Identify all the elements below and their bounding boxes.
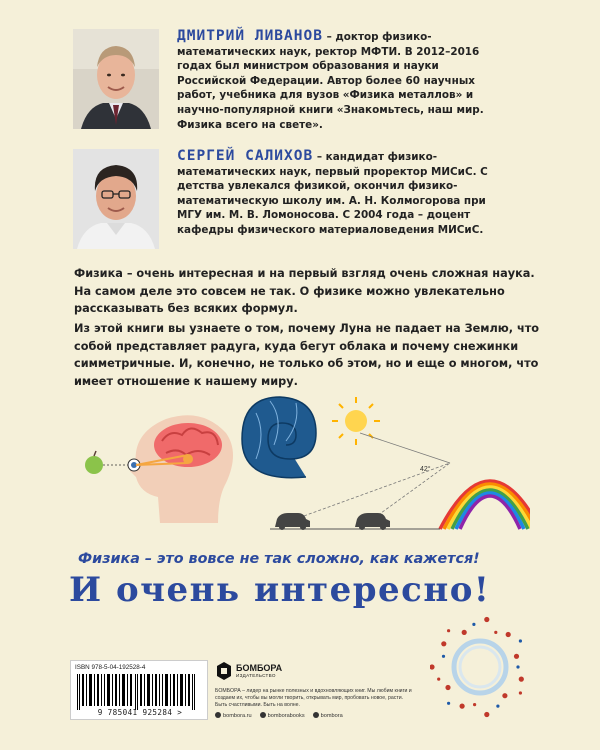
publisher-description: БОМБОРА – лидер на рынке полезных и вдохновляющих книг. Мы любим книги и создаем их, чтобы вы могли творить, открывать мир, пробовать новое, расти. Быть счастливыми. Быть на волне. <box>215 688 412 708</box>
car-icon <box>355 513 390 530</box>
droplet <box>447 702 450 705</box>
droplet <box>519 691 522 694</box>
bombora-logo-icon <box>215 660 233 682</box>
physics-illustration <box>70 393 530 543</box>
description-paragraph-2: Из этой книги вы узнаете о том, почему Луна не падает на Землю, что собой представляет радуга, куда бегут облака и почему снежинки симметричные. И, конечно, не только об этом, но и еще о многом, что имеет отношение к нашему миру. <box>74 322 540 388</box>
website-link[interactable]: bombora.ru <box>215 712 252 719</box>
vk-link[interactable]: bomborabooks <box>260 712 305 719</box>
droplet <box>473 703 476 706</box>
sun-icon <box>332 397 380 445</box>
author-bio-text: – доктор физико-математических наук, ректор МФТИ. В 2012–2016 годах был министром образования и науки Российской Федерации. Автор более 60 научных работ, учебника для вузов «Физика металлов» и научно-популярной книги «Знакомьтесь, наш мир. Физика всего на свете». <box>177 31 484 131</box>
angle-label: 42° <box>420 466 431 473</box>
droplet <box>484 617 489 622</box>
droplet <box>494 631 497 634</box>
droplet <box>441 641 446 646</box>
description-paragraph-1: Физика – очень интересная и на первый взгляд очень сложная наука. На самом деле это совсем не так. О физике можно увлекательно рассказывать без всяких формул. <box>74 267 535 316</box>
author-name: ДМИТРИЙ ЛИВАНОВ <box>177 28 323 44</box>
head-vision-illustration <box>128 415 233 523</box>
rainbow-icon <box>440 481 530 529</box>
isbn-text: ISBN 978-5-04-192528-4 <box>75 664 146 671</box>
publisher-block <box>215 660 425 719</box>
author-photo-salikhov <box>73 149 159 249</box>
apple-icon <box>85 451 128 474</box>
author-name: СЕРГЕЙ САЛИХОВ <box>177 148 314 164</box>
author-bio-text: – кандидат физико-математических наук, первый проректор МИСиС. С детства увлекался физикой, окончил физико-математическую школу им. А. Н. Колмогорова при МГУ им. М. В. Ломоносова. С 2004 года – доцент кафедры физического материаловедения МИСиС. <box>177 151 488 236</box>
droplet-ring-illustration <box>430 612 530 722</box>
vk-icon <box>260 712 266 718</box>
publisher-links <box>215 712 425 719</box>
droplet <box>484 712 489 717</box>
droplet <box>447 629 450 632</box>
droplet <box>437 678 440 681</box>
droplet <box>430 664 435 669</box>
barcode-bars <box>75 674 205 710</box>
droplet <box>462 630 467 635</box>
droplet <box>442 655 445 658</box>
droplet <box>445 685 450 690</box>
publisher-subtitle: ИЗДАТЕЛЬСТВО <box>236 673 276 678</box>
publisher-brand: БОМБОРА <box>236 663 283 673</box>
droplet <box>460 704 465 709</box>
author-block-salikhov <box>73 149 499 249</box>
author-bio-livanov <box>177 29 499 132</box>
droplet <box>514 654 519 659</box>
author-block-livanov <box>73 29 499 132</box>
droplet <box>516 665 519 668</box>
droplet <box>496 705 499 708</box>
telegram-icon <box>313 712 319 718</box>
droplet <box>472 623 475 626</box>
isbn-barcode <box>70 660 208 720</box>
droplet <box>519 677 524 682</box>
telegram-link[interactable]: bombora <box>313 712 343 719</box>
droplet <box>519 639 522 642</box>
droplet <box>502 693 507 698</box>
publisher-logo <box>215 660 425 682</box>
slogan-line-1: Физика – это вовсе не так сложно, как кажется! <box>78 551 480 567</box>
globe-icon <box>215 712 221 718</box>
nautilus-shell-icon <box>242 397 316 478</box>
barcode-digits: 9 785041 925284 > <box>97 708 183 717</box>
author-photo-livanov <box>73 29 159 129</box>
author-bio-salikhov <box>177 149 499 249</box>
slogan-line-2: И очень интересно! <box>69 570 491 610</box>
droplet <box>506 632 511 637</box>
